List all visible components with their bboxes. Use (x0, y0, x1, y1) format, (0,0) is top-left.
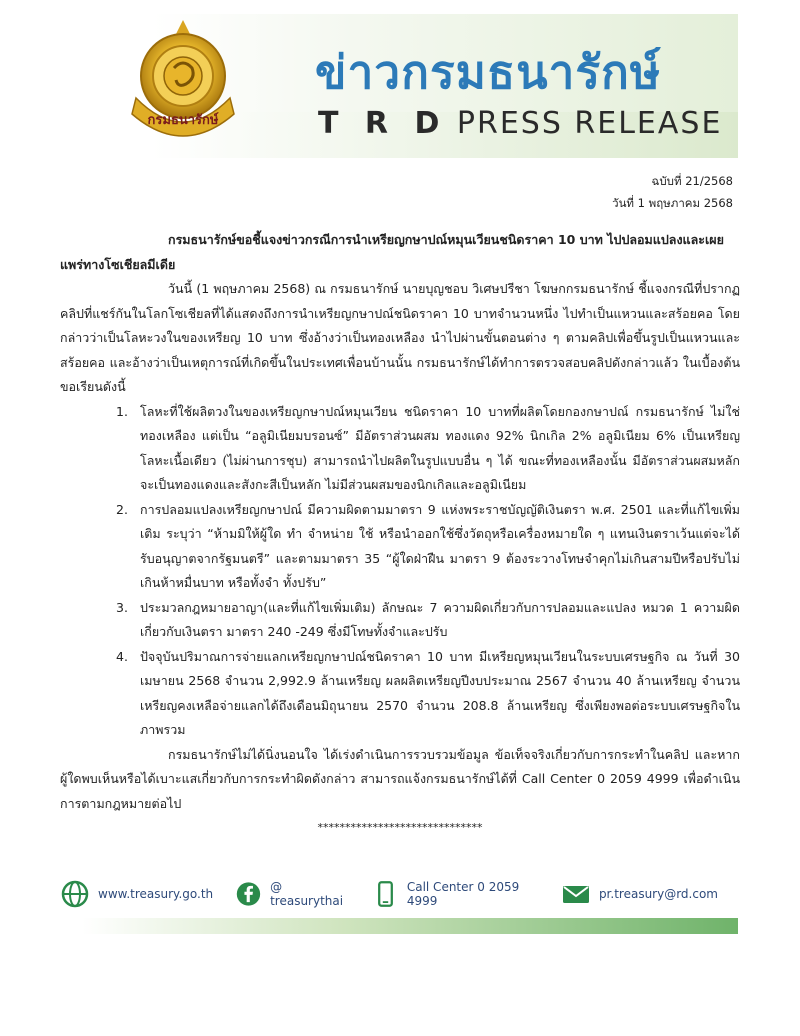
press-release-label: PRESS RELEASE (456, 106, 723, 141)
list-number: 1. (116, 403, 128, 419)
press-header (82, 14, 738, 158)
issue-info (612, 170, 733, 214)
facebook-text: @ treasurythai (270, 880, 344, 908)
list-number: 4. (116, 648, 128, 664)
mail-icon (561, 879, 591, 909)
treasury-emblem-icon (122, 18, 244, 140)
list-item (60, 400, 740, 498)
contact-footer (60, 876, 740, 912)
globe-icon (60, 879, 90, 909)
header-title-english (318, 106, 722, 141)
header-title-thai: ข่าวกรมธนารักษ์ (315, 45, 662, 99)
trd-label: T R D (318, 106, 448, 141)
list-text: ปัจจุบันปริมาณการจ่ายแลกเหรียญกษาปณ์ชนิดราคา 10 บาท มีเหรียญหมุนเวียนในระบบเศรษฐกิจ ณ วันที่ 30 เมษายน 2568 จำนวน 2,992.9 ล้านเหรียญ ผลผลิตเหรียญปีงบประมาณ 2567 จำนวน 40 ล้านเหรียญ จำนวนเหรียญคงเหลือจ่ายแลกได้ถึงเดือนมิถุนายน 2570 จำนวน 208.8 ล้านเหรียญ ซึ่งเพียงพอต่อระบบเศรษฐกิจในภาพรวม (140, 648, 740, 737)
email-link[interactable] (561, 879, 718, 909)
issue-date: วันที่ 1 พฤษภาคม 2568 (612, 196, 733, 210)
call-center-text: Call Center 0 2059 4999 (406, 880, 520, 908)
closing-paragraph: กรมธนารักษ์ไม่ได้นิ่งนอนใจ ได้เร่งดำเนินการรวบรวมข้อมูล ข้อเท็จจริงเกี่ยวกับการกระทำในคลิป และหากผู้ใดพบเห็นหรือได้เบาะแสเกี่ยวกับการกระทำผิดดังกล่าว สามารถแจ้งกรมธนารักษ์ได้ที่ Call Center 0 2059 4999 เพื่อดำเนินการตามกฎหมายต่อไป (60, 746, 740, 811)
call-center-link[interactable] (372, 879, 539, 909)
list-item (60, 645, 740, 743)
list-item (60, 596, 740, 645)
issue-number: ฉบับที่ 21/2568 (651, 174, 733, 188)
facebook-link[interactable] (235, 879, 350, 909)
footer-gradient-bar (82, 918, 738, 934)
email-text: pr.treasury@rd.com (598, 887, 718, 901)
list-number: 2. (116, 501, 128, 517)
website-text: www.treasury.go.th (98, 887, 214, 901)
facebook-icon (235, 879, 262, 909)
headline: กรมธนารักษ์ขอชี้แจงข่าวกรณีการนำเหรียญกษาปณ์หมุนเวียนชนิดราคา 10 บาท ไปปลอมแปลงและเผยแพร่ทางโซเชียลมีเดีย (60, 232, 724, 272)
list-text: ประมวลกฎหมายอาญา(และที่แก้ไขเพิ่มเติม) ลักษณะ 7 ความผิดเกี่ยวกับการปลอมและแปลง หมวด 1 ความผิดเกี่ยวกับเงินตรา มาตรา 240 -249 ซึ่งมีโทษทั้งจำและปรับ (140, 599, 740, 639)
phone-icon (372, 879, 399, 909)
end-marker: ****************************** (317, 821, 483, 834)
website-link[interactable] (60, 879, 213, 909)
press-body (60, 228, 740, 841)
svg-text:กรมธนารักษ์: กรมธนารักษ์ (147, 113, 219, 128)
list-text: โลหะที่ใช้ผลิตวงในของเหรียญกษาปณ์หมุนเวียน ชนิดราคา 10 บาทที่ผลิตโดยกองกษาปณ์ กรมธนารักษ์ ไม่ใช่ทองเหลือง แต่เป็น “อลูมิเนียมบรอนซ์” มีอัตราส่วนผสม ทองแดง 92% นิกเกิล 2% อลูมิเนียม 6% เป็นเหรียญโลหะเนื้อเดียว (ไม่ผ่านการชุบ) สามารถนำไปผลิตในรูปแบบอื่น ๆ ได้ ขณะที่ทองเหลืองนั้น มีอัตราส่วนผสมหลักจะเป็นทองแดงและสังกะสีเป็นหลัก ไม่มีส่วนผสมของนิกเกิลและอลูมิเนียม (140, 403, 740, 492)
list-item (60, 498, 740, 596)
numbered-list (60, 400, 740, 743)
list-text: การปลอมแปลงเหรียญกษาปณ์ มีความผิดตามมาตรา 9 แห่งพระราชบัญญัติเงินตรา พ.ศ. 2501 และที่แก้ไขเพิ่มเติม ระบุว่า “ห้ามมิให้ผู้ใด ทำ จำหน่าย ใช้ หรือนำออกใช้ซึ่งวัตถุหรือเครื่องหมายใด ๆ แทนเงินตราเว้นแต่จะได้รับอนุญาตจากรัฐมนตรี” และตามมาตรา 35 “ผู้ใดฝ่าฝืน มาตรา 9 ต้องระวางโทษจำคุกไม่เกินสามปีหรือปรับไม่เกินห้าหมื่นบาท หรือทั้งจำ ทั้งปรับ” (140, 501, 740, 590)
list-number: 3. (116, 599, 128, 615)
intro-paragraph: วันนี้ (1 พฤษภาคม 2568) ณ กรมธนารักษ์ นายบุญชอบ วิเศษปรีชา โฆษกกรมธนารักษ์ ชี้แจงกรณีที่ปรากฏคลิปที่แชร์กันในโลกโซเชียลที่ได้แสดงถึงการนำเหรียญกษาปณ์ชนิดราคา 10 บาทจำนวนหนึ่ง ไปทำเป็นแหวนและสร้อยคอ โดยกล่าวว่าเป็นโลหะวงในของเหรียญ 10 บาท ซึ่งอ้างว่าเป็นทองเหลือง นำไปผ่านขั้นตอนต่าง ๆ ตามคลิปเพื่อขึ้นรูปเป็นแหวนและสร้อยคอ และอ้างว่าเป็นเหตุการณ์ที่เกิดขึ้นในประเทศเพื่อนบ้านนั้น กรมธนารักษ์ได้ทำการตรวจสอบคลิปดังกล่าวแล้ว ในเบื้องต้นขอเรียนดังนี้ (60, 281, 740, 394)
